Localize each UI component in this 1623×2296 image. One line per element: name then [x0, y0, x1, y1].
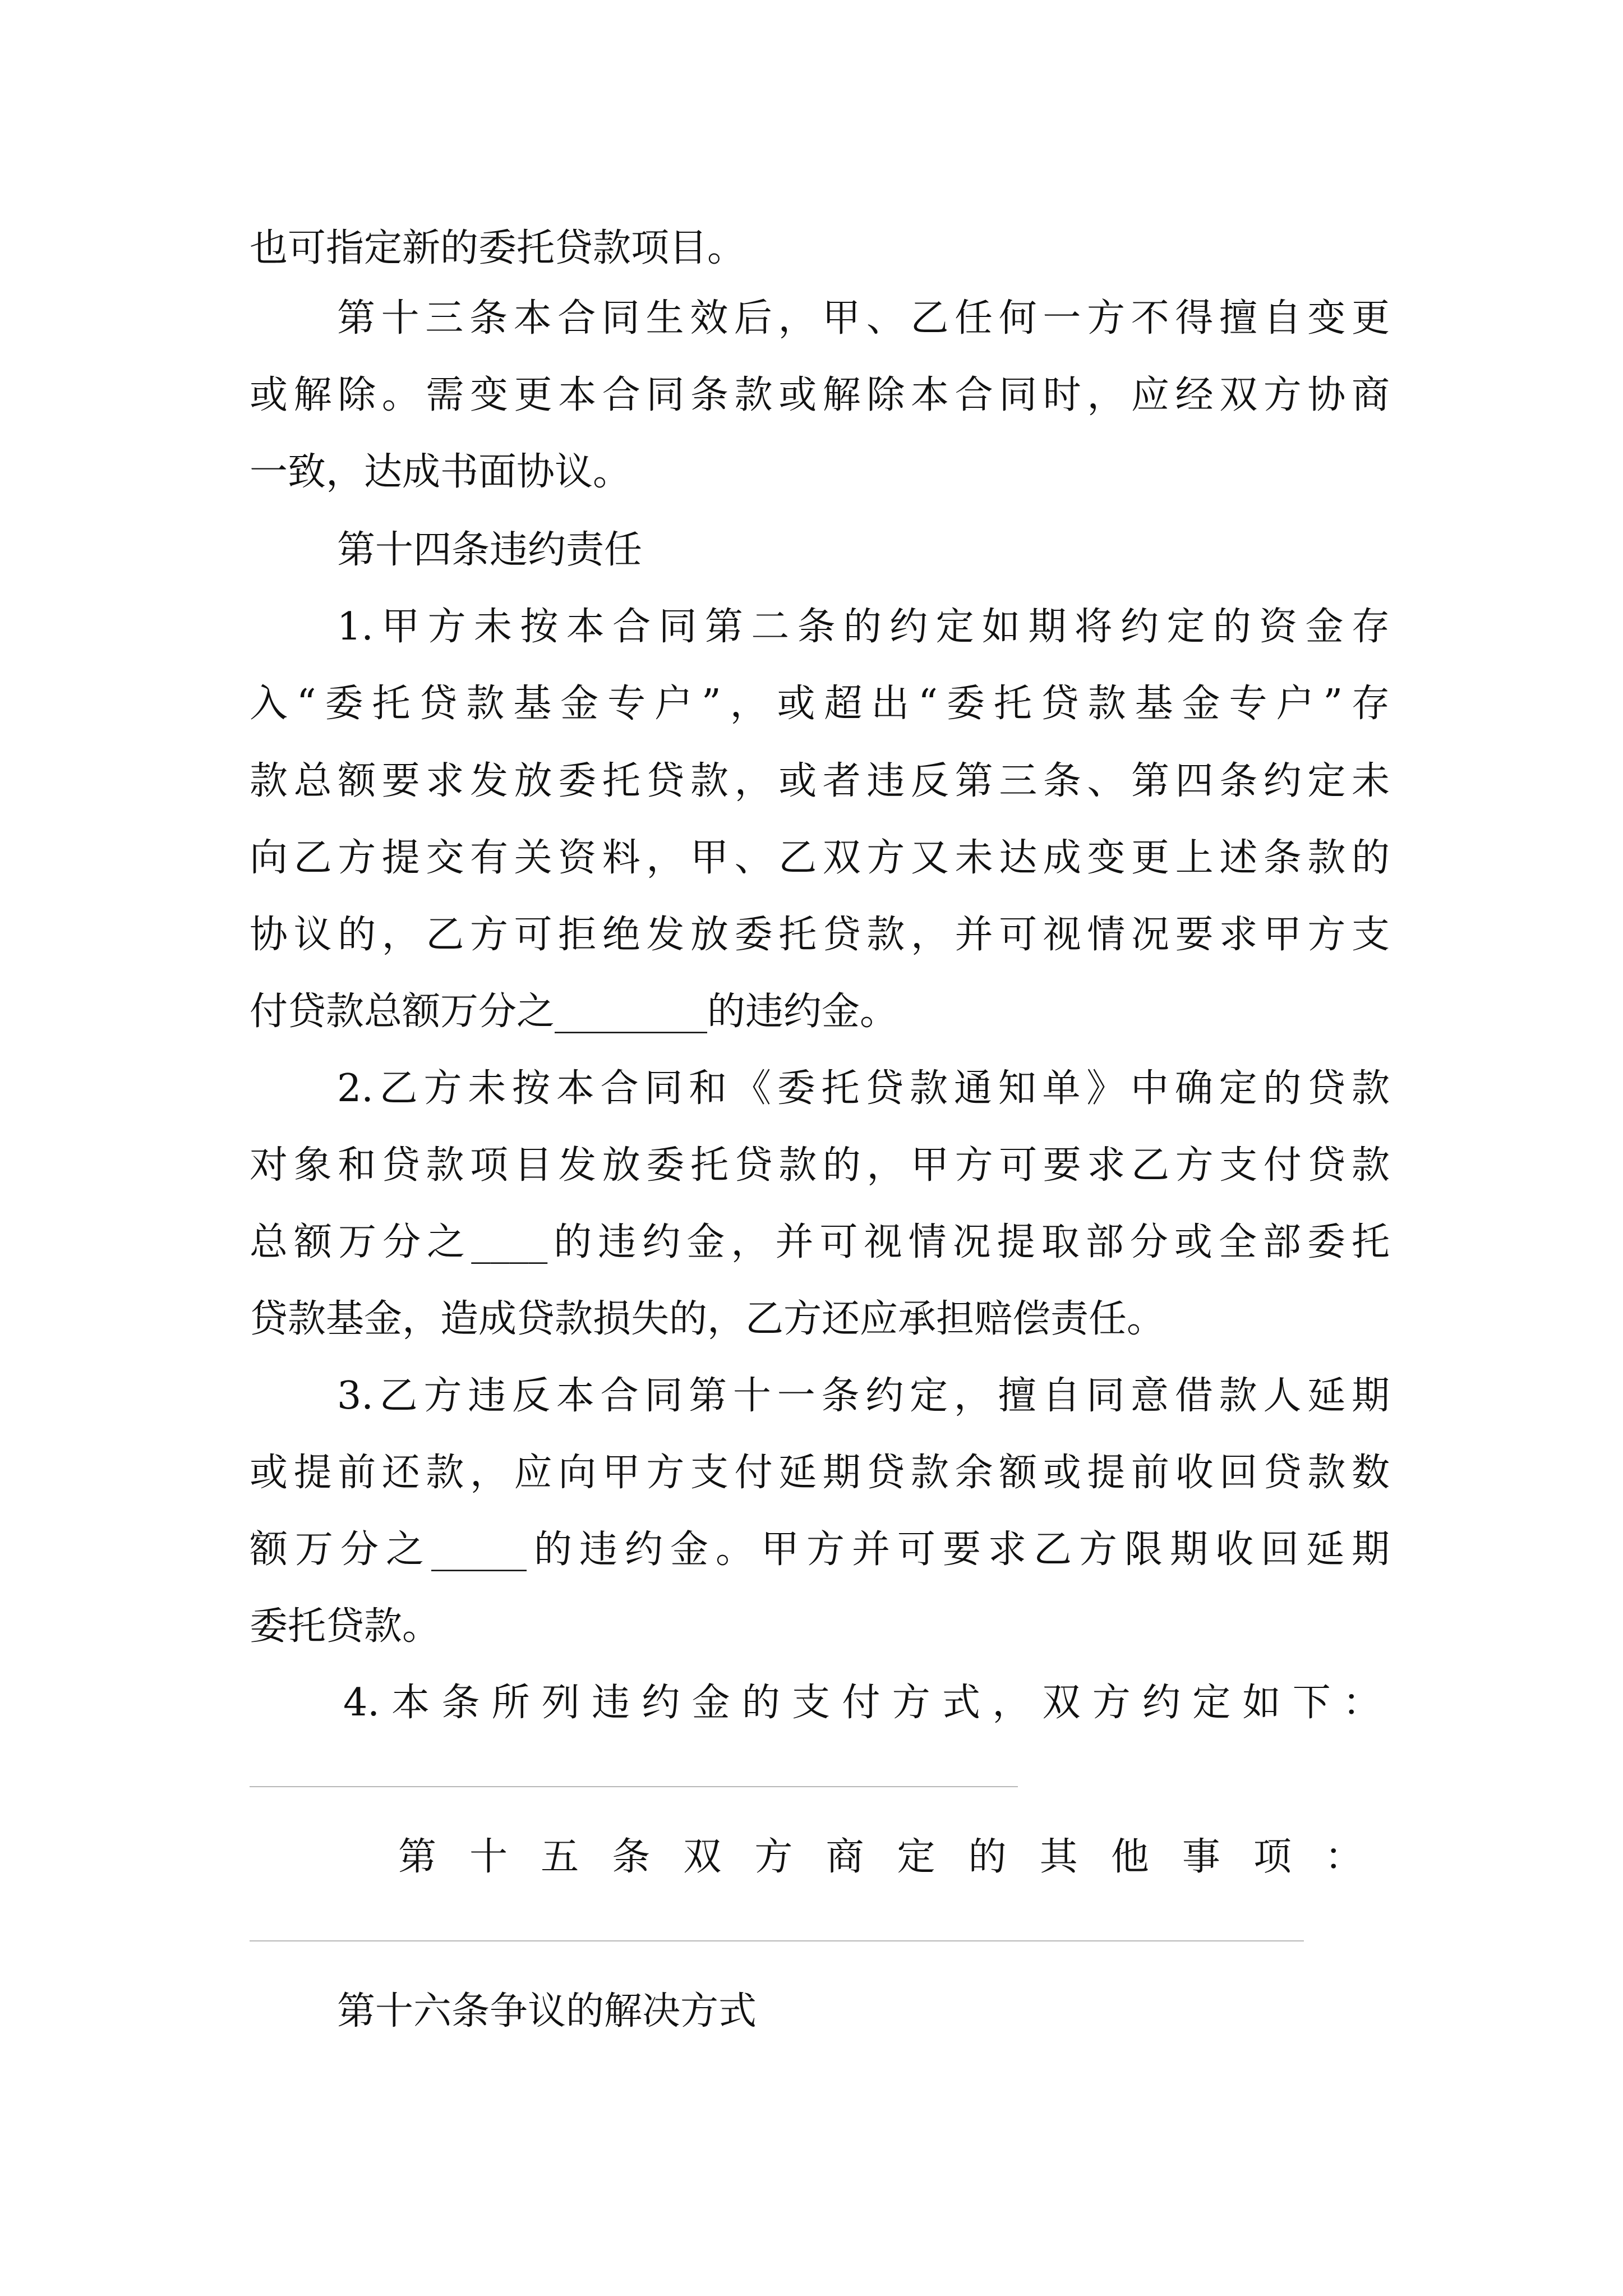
- paragraph-line: 4.本条所列违约金的支付方式，双方约定如下：: [343, 1681, 1381, 1725]
- paragraph-line: 3.乙方违反本合同第十一条约定，擅自同意借款人延期: [337, 1374, 1390, 1418]
- paragraph-line: 总额万分之____的违约金，并可视情况提取部分或全部委托: [250, 1220, 1390, 1264]
- paragraph-line: 一致，达成书面协议。: [250, 450, 631, 494]
- blank-fill-line: [250, 1940, 1304, 1941]
- paragraph-line: 付贷款总额万分之________的违约金。: [250, 990, 898, 1034]
- section-heading: 第十六条争议的解决方式: [337, 1989, 757, 2033]
- paragraph-line: 1.甲方未按本合同第二条的约定如期将约定的资金存: [337, 605, 1390, 649]
- paragraph-line: 贷款基金，造成贷款损失的，乙方还应承担赔偿责任。: [250, 1297, 1165, 1341]
- paragraph-line: 额万分之_____的违约金。甲方并可要求乙方限期收回延期: [250, 1527, 1390, 1572]
- section-heading: 第十五条双方商定的其他事项：: [398, 1835, 1363, 1879]
- paragraph-line: 款总额要求发放委托贷款，或者违反第三条、第四条约定未: [250, 759, 1390, 803]
- paragraph-line: 入“委托贷款基金专户”，或超出“委托贷款基金专户”存: [250, 682, 1390, 726]
- paragraph-line: 委托贷款。: [250, 1604, 441, 1649]
- blank-fill-line: [250, 1786, 1018, 1787]
- paragraph-line: 第十三条本合同生效后，甲、乙任何一方不得擅自变更: [337, 296, 1390, 341]
- paragraph-line: 2.乙方未按本合同和《委托贷款通知单》中确定的贷款: [337, 1066, 1390, 1111]
- paragraph-line: 协议的，乙方可拒绝发放委托贷款，并可视情况要求甲方支: [250, 913, 1390, 957]
- paragraph-line: 向乙方提交有关资料，甲、乙双方又未达成变更上述条款的: [250, 836, 1390, 880]
- section-heading: 第十四条违约责任: [337, 528, 643, 572]
- paragraph-line: 或解除。需变更本合同条款或解除本合同时，应经双方协商: [250, 373, 1390, 417]
- paragraph-line: 也可指定新的委托贷款项目。: [250, 226, 746, 270]
- paragraph-line: 或提前还款，应向甲方支付延期贷款余额或提前收回贷款数: [250, 1451, 1390, 1495]
- paragraph-line: 对象和贷款项目发放委托贷款的，甲方可要求乙方支付贷款: [250, 1143, 1390, 1188]
